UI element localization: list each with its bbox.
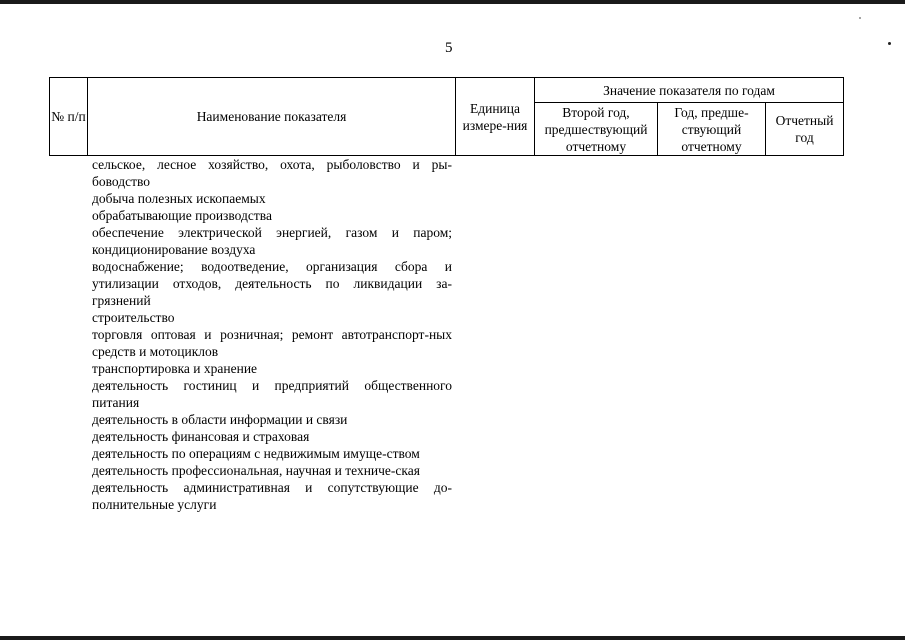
col-report-year-header: Отчетный год [766, 103, 844, 156]
list-item: водоснабжение; водоотведение, организация сбора и утилизации отходов, деятельность по ликвидации за-грязнений [92, 259, 452, 308]
list-item: сельское, лесное хозяйство, охота, рыболовство и ры-боводство [92, 157, 452, 189]
scan-speck [859, 17, 861, 19]
list-item: деятельность административная и сопутствующие до-полнительные услуги [92, 480, 452, 512]
page-number: 5 [445, 40, 453, 56]
list-item: торговля оптовая и розничная; ремонт автотранспорт-ных средств и мотоциклов [92, 327, 452, 359]
col-values-group-header: Значение показателя по годам [535, 78, 844, 103]
col-unit-header: Единица измере-ния [456, 78, 535, 156]
col-name-header: Наименование показателя [88, 78, 456, 156]
list-item: добыча полезных ископаемых [92, 191, 266, 206]
indicator-list [92, 156, 452, 513]
list-item: транспортировка и хранение [92, 361, 258, 376]
header-table [49, 77, 844, 156]
scan-bottom-edge [0, 636, 905, 640]
list-item: обеспечение электрической энергией, газом и паром; кондиционирование воздуха [92, 225, 452, 257]
list-item: деятельность гостиниц и предприятий общественного питания [92, 378, 452, 410]
list-item: обрабатывающие производства [92, 208, 272, 223]
list-item: деятельность по операциям с недвижимым имуще-ством [92, 446, 420, 461]
list-item: деятельность в области информации и связи [92, 412, 348, 427]
list-item: деятельность финансовая и страховая [92, 429, 310, 444]
col-prev-year-header: Год, предше-ствующий отчетному [658, 103, 766, 156]
col-number-header: № п/п [50, 78, 88, 156]
list-item: строительство [92, 310, 175, 325]
col-second-year-header: Второй год, предшествующий отчетному [535, 103, 658, 156]
scan-speck [888, 42, 891, 45]
scan-top-edge [0, 0, 905, 4]
list-item: деятельность профессиональная, научная и техниче-ская [92, 463, 420, 478]
